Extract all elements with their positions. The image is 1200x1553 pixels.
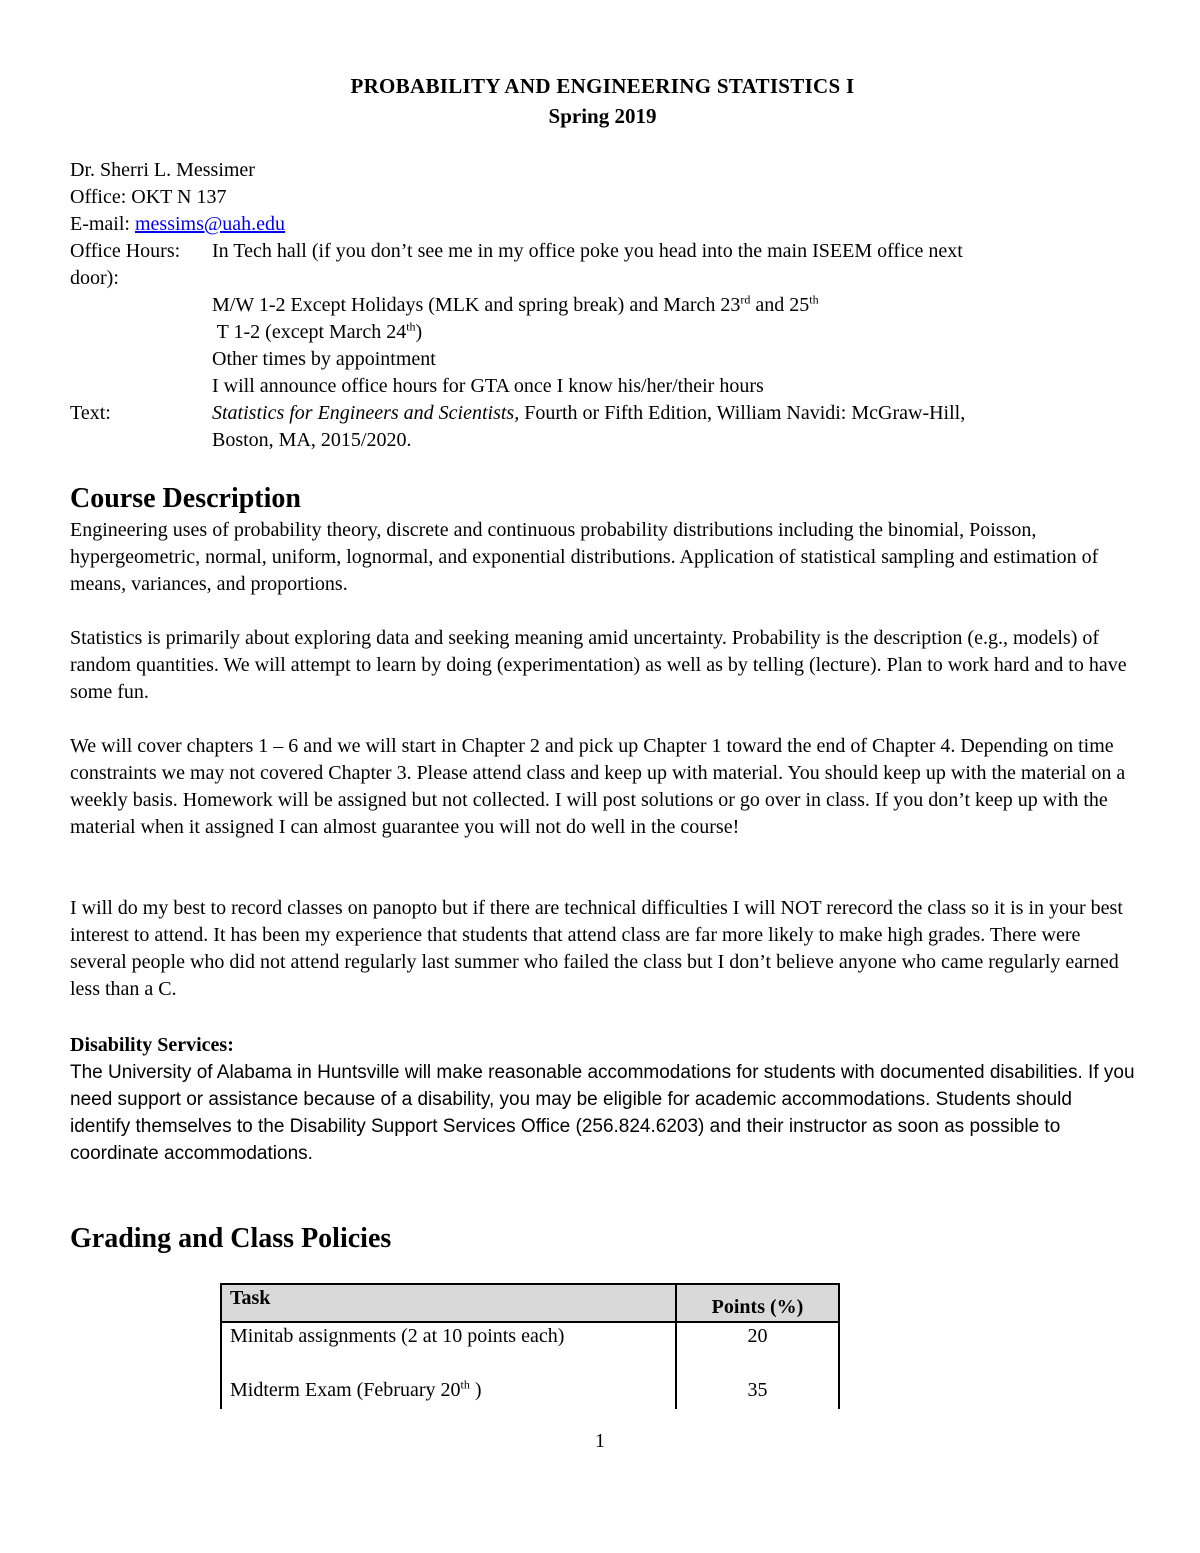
col-task-header: Task [221,1284,676,1322]
page-number: 1 [595,1430,605,1452]
grading-heading: Grading and Class Policies [70,1223,392,1254]
instructor-office: Office: OKT N 137 [70,186,227,208]
office-hours-intro-cont: door): [70,267,119,289]
document-term: Spring 2019 [548,104,657,128]
disability-body: The University of Alabama in Huntsville will make reasonable accommodations for students with documented disabilities. If you need support or assistance because of a disability, you may be eligible for academic accommodations. Students should identify themselves to the Disability Support Services Office (256.824.6203) and their instructor as soon as possible to coordinate accommodations. [70,1062,1135,1164]
col-points-header: Points (%) [676,1284,839,1322]
office-hours-label: Office Hours: [70,240,181,262]
table-row [221,1322,839,1377]
course-description-p3: We will cover chapters 1 – 6 and we will start in Chapter 2 and pick up Chapter 1 toward the end of Chapter 4. Depending on time constraints we may not covered Chapter 3. Please attend class and keep up with material. You should keep up with the material on a weekly basis. Homework will be assigned but not collected. I will post solutions or go over in class. If you don’t keep up with the material when it assigned I can almost guarantee you will not do well in the course! [70,735,1126,838]
text-book-cont: Boston, MA, 2015/2020. [212,429,412,451]
course-description-p4: I will do my best to record classes on panopto but if there are technical difficulties I will NOT rerecord the class so it is in your best interest to attend. It has been my experience that students that attend class are far more likely to make high grades. There were several people who did not attend regularly last summer who failed the class but I don’t believe anyone who came regularly earned less than a C. [70,897,1123,1000]
instructor-email-line [70,211,285,238]
text-book: Statistics for Engineers and Scientists, Fourth or Fifth Edition, William Navidi: McGraw-Hill, [212,402,966,424]
points-cell: 20 [676,1322,839,1377]
office-hours-mw: M/W 1-2 Except Holidays (MLK and spring break) and March 23rd and 25th [212,292,819,316]
table-row [221,1377,839,1409]
points-cell: 35 [676,1377,839,1409]
course-description-p2: Statistics is primarily about exploring data and seeking meaning amid uncertainty. Probability is the description (e.g., models) of random quantities. We will attempt to learn by doing (experimentation) as well as by telling (lecture). Plan to work hard and to have some fun. [70,627,1127,703]
course-description-heading: Course Description [70,483,301,514]
grading-table [220,1283,840,1409]
course-description-p1: Engineering uses of probability theory, discrete and continuous probability distributions including the binomial, Poisson, hypergeometric, normal, uniform, lognormal, and exponential distributions. Application of statistical sampling and estimation of means, variances, and proportions. [70,519,1099,595]
text-label: Text: [70,402,111,424]
office-hours-t: T 1-2 (except March 24th) [212,319,423,343]
office-hours-intro: In Tech hall (if you don’t see me in my office poke you head into the main ISEEM office next [212,240,963,262]
office-hours-gta: I will announce office hours for GTA once I know his/her/their hours [212,375,764,397]
task-cell: Minitab assignments (2 at 10 points each) [221,1322,676,1377]
instructor-name: Dr. Sherri L. Messimer [70,159,255,181]
email-link[interactable]: messims@uah.edu [134,213,286,235]
text-book-title: Statistics for Engineers and Scientists, [212,402,520,424]
task-cell: Midterm Exam (February 20th ) [221,1377,676,1409]
email-label: E-mail: [70,213,135,235]
office-hours-other: Other times by appointment [212,348,436,370]
document-title: PROBABILITY AND ENGINEERING STATISTICS I [350,74,855,98]
disability-heading: Disability Services: [70,1034,234,1056]
grading-table-header [221,1284,839,1322]
